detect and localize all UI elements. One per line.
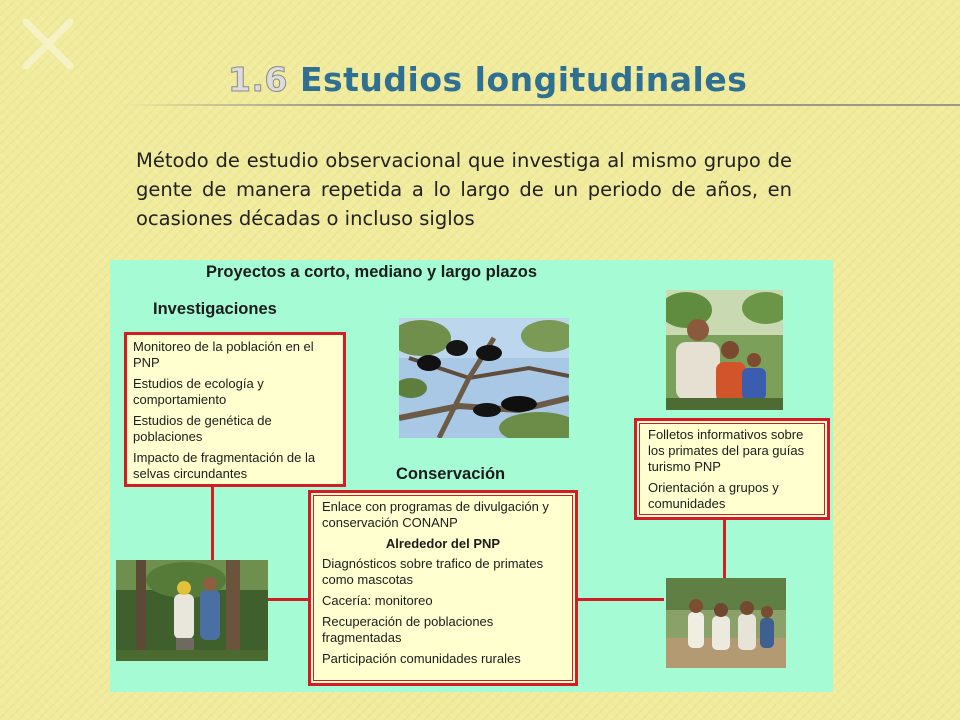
educacion-box — [634, 418, 830, 520]
list-item: Folletos informativos sobre los primates del para guías turismo PNP — [648, 427, 805, 474]
slide-title — [228, 60, 747, 100]
diagram-title: Proyectos a corto, mediano y largo plazos — [206, 263, 538, 281]
list-item: Monitoreo de la población en el PNP — [133, 339, 314, 370]
list-item: Estudios de ecología y comportamiento — [133, 376, 264, 407]
conservacion-subheading: Alrededor del PNP — [385, 536, 501, 551]
field-researchers-photo — [116, 560, 268, 661]
list-item: Cacería: monitoreo — [322, 593, 433, 608]
title-number: 1.6 — [228, 60, 288, 99]
title-text: Estudios longitudinales — [299, 60, 748, 99]
list-item: Participación comunidades rurales — [322, 651, 521, 666]
connector-line — [723, 520, 726, 580]
howler-monkeys-photo — [399, 318, 569, 438]
decorative-x-icon — [20, 16, 76, 72]
list-item: Impacto de fragmentación de la selvas circundantes — [133, 450, 316, 481]
list-item: Estudios de genética de poblaciones — [133, 413, 272, 444]
slide-body-text: Método de estudio observacional que investiga al mismo grupo de gente de manera repetida a lo largo de un periodo de años, en ocasiones décadas o incluso siglos — [136, 149, 792, 230]
projects-diagram — [110, 260, 833, 692]
list-item: Orientación a grupos y comunidades — [648, 480, 779, 511]
connector-line — [268, 598, 312, 601]
title-divider — [120, 104, 960, 106]
community-people-photo — [666, 290, 783, 410]
conservacion-box — [308, 490, 578, 686]
connector-line — [575, 598, 664, 601]
list-item: Enlace con programas de divulgación y conservación CONANP — [322, 499, 549, 530]
conservacion-heading: Conservación — [396, 465, 506, 483]
community-meeting-photo — [666, 578, 786, 668]
investigaciones-box — [124, 332, 346, 487]
list-item: Recuperación de poblaciones fragmentadas — [322, 614, 494, 645]
list-item: Diagnósticos sobre trafico de primates como mascotas — [322, 556, 544, 587]
investigaciones-heading: Investigaciones — [153, 300, 277, 318]
